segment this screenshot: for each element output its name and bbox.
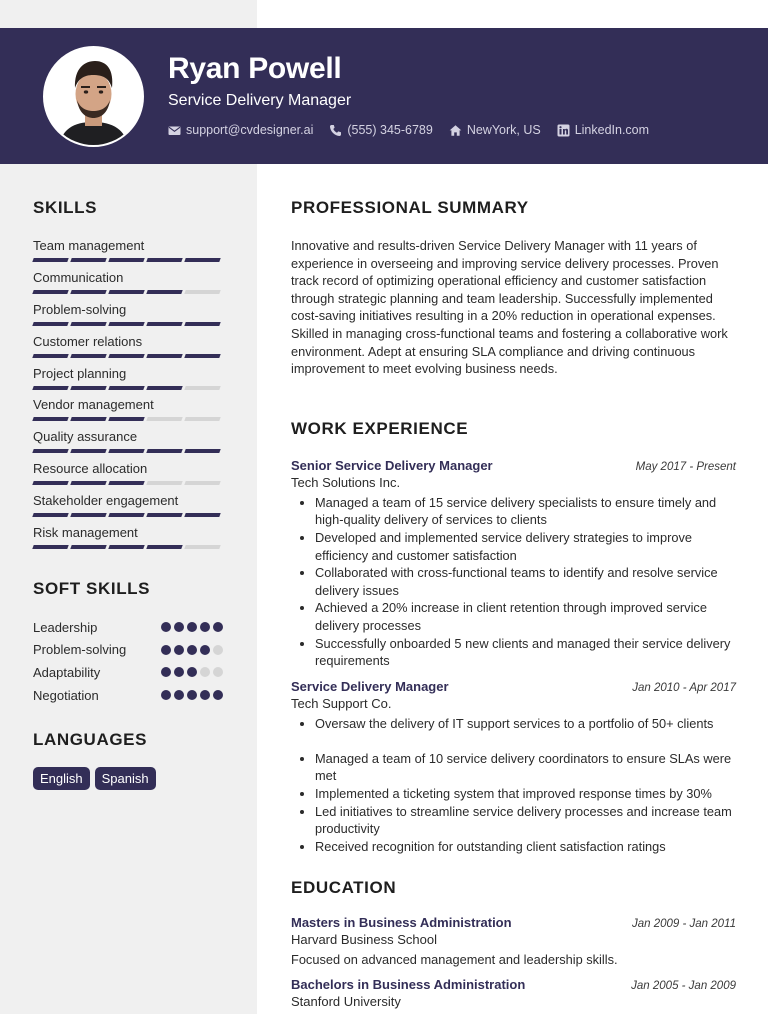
skill-level-segment xyxy=(70,417,106,421)
rating-dot xyxy=(213,667,223,677)
job-bullet: • Managed a team of 10 service delivery coordinators to ensure SLAs were met xyxy=(315,750,736,785)
job-date: May 2017 - Present xyxy=(635,460,736,473)
soft-skill-name: Leadership xyxy=(33,619,98,635)
skill-level-segment xyxy=(70,449,106,453)
skill-level-segment xyxy=(108,481,144,485)
skill-level-segment xyxy=(32,354,68,358)
skill-item xyxy=(33,366,223,398)
education-entry xyxy=(291,977,736,1009)
summary-text: Innovative and results-driven Service Delivery Manager with 11 years of experience in overseeing and improving service delivery processes. Proven track record of optimizing operational efficiency and customer satisfaction through strategic planning and team leadership. Successfully implemented cost-saving initiatives resulting in a 20% reduction in operational expenses. Skilled in managing cross-functional teams and fostering a collaborative work environment. Adept at ensuring SLA compliance and driving continuous improvement to meet evolving business needs. xyxy=(291,238,728,377)
soft-skill-rating xyxy=(158,667,223,677)
soft-skill-rating xyxy=(158,622,223,632)
rating-dot xyxy=(161,690,171,700)
contact-phone[interactable] xyxy=(329,123,432,137)
skill-level-segment xyxy=(108,258,144,262)
contact-list xyxy=(168,123,665,137)
skill-level-segment xyxy=(108,545,144,549)
education-title: EDUCATION xyxy=(291,878,397,898)
soft-skill-rating xyxy=(158,690,223,700)
job-bullet: • Developed and implemented service delivery strategies to improve efficiency and customer satisfaction xyxy=(315,529,736,564)
skill-level-segment xyxy=(184,258,220,262)
skill-level-segment xyxy=(108,417,144,421)
skill-level-segment xyxy=(32,481,68,485)
skill-item xyxy=(33,238,223,270)
skills-list xyxy=(33,238,223,557)
skill-level-segment xyxy=(184,386,220,390)
skill-level-segment xyxy=(184,290,220,294)
linkedin-icon xyxy=(557,124,570,137)
skill-level-segment xyxy=(184,322,220,326)
soft-skills-list xyxy=(33,616,223,706)
skill-level-segment xyxy=(184,417,220,421)
envelope-icon xyxy=(168,124,181,137)
skill-item xyxy=(33,429,223,461)
skill-level-segment xyxy=(70,386,106,390)
skill-level-bar xyxy=(33,449,223,453)
skill-level-segment xyxy=(146,513,182,517)
skill-level-segment xyxy=(70,258,106,262)
skill-level-segment xyxy=(146,417,182,421)
rating-dot xyxy=(213,690,223,700)
resume-header xyxy=(0,28,768,164)
job-bullet: • Collaborated with cross-functional teams to identify and resolve service delivery issues xyxy=(315,564,736,599)
bullet-spacer xyxy=(315,732,736,750)
skill-name: Resource allocation xyxy=(33,461,148,477)
job-bullet: • Successfully onboarded 5 new clients and managed their service delivery requirements xyxy=(315,635,736,670)
degree-title: Masters in Business Administration xyxy=(291,915,512,931)
job-company: Tech Solutions Inc. xyxy=(291,474,401,490)
school-name: Harvard Business School xyxy=(291,932,437,948)
skill-level-segment xyxy=(108,322,144,326)
soft-skill-name: Problem-solving xyxy=(33,642,127,658)
skill-level-segment xyxy=(146,322,182,326)
home-icon xyxy=(449,124,462,137)
rating-dot xyxy=(161,622,171,632)
education-description: Focused on advanced management and leadership skills. xyxy=(291,952,618,968)
rating-dot xyxy=(187,690,197,700)
skill-item xyxy=(33,334,223,366)
skill-level-segment xyxy=(70,513,106,517)
skill-level-segment xyxy=(32,258,68,262)
language-badge: Spanish xyxy=(95,767,156,790)
experience-title: WORK EXPERIENCE xyxy=(291,418,469,438)
rating-dot xyxy=(200,622,210,632)
skill-name: Vendor management xyxy=(33,397,154,413)
skill-level-segment xyxy=(146,481,182,485)
skill-level-segment xyxy=(32,513,68,517)
skill-level-bar xyxy=(33,481,223,485)
skill-level-segment xyxy=(32,322,68,326)
rating-dot xyxy=(200,690,210,700)
candidate-role: Service Delivery Manager xyxy=(168,92,352,109)
job-date: Jan 2010 - Apr 2017 xyxy=(632,681,736,694)
degree-title: Bachelors in Business Administration xyxy=(291,977,526,993)
skills-title: SKILLS xyxy=(33,198,98,217)
skill-level-segment xyxy=(32,386,68,390)
soft-skill-name: Negotiation xyxy=(33,687,99,703)
contact-linkedin[interactable] xyxy=(557,123,649,137)
skill-item xyxy=(33,397,223,429)
contact-email[interactable] xyxy=(168,123,313,137)
skill-level-segment xyxy=(108,354,144,358)
skill-name: Problem-solving xyxy=(33,301,127,317)
rating-dot xyxy=(174,667,184,677)
contact-linkedin-text: LinkedIn.com xyxy=(574,123,650,137)
skill-level-segment xyxy=(32,449,68,453)
soft-skill-rating xyxy=(158,645,223,655)
rating-dot xyxy=(187,645,197,655)
skill-level-segment xyxy=(70,290,106,294)
education-date: Jan 2009 - Jan 2011 xyxy=(631,918,736,931)
skill-level-segment xyxy=(108,290,144,294)
job-bullet: • Oversaw the delivery of IT support services to a portfolio of 50+ clients xyxy=(315,715,736,733)
languages-list xyxy=(33,767,161,790)
soft-skill-item xyxy=(33,616,223,639)
avatar xyxy=(43,46,144,147)
skill-name: Stakeholder engagement xyxy=(33,493,179,509)
skill-level-segment xyxy=(32,417,68,421)
rating-dot xyxy=(161,667,171,677)
skill-level-bar xyxy=(33,545,223,549)
skill-level-segment xyxy=(146,354,182,358)
contact-location xyxy=(449,123,541,137)
skill-level-segment xyxy=(32,290,68,294)
language-badge: English xyxy=(33,767,90,790)
skill-level-bar xyxy=(33,322,223,326)
rating-dot xyxy=(161,645,171,655)
skill-level-segment xyxy=(184,513,220,517)
skill-level-segment xyxy=(184,354,220,358)
skill-level-segment xyxy=(108,449,144,453)
skill-name: Quality assurance xyxy=(33,429,138,445)
skill-name: Project planning xyxy=(33,365,127,381)
job-bullets xyxy=(291,715,736,856)
job-bullet: • Managed a team of 15 service delivery specialists to ensure timely and high-quality delivery of services to clients xyxy=(315,494,736,529)
skill-level-bar xyxy=(33,386,223,390)
skill-level-bar xyxy=(33,513,223,517)
skill-item xyxy=(33,461,223,493)
skill-level-segment xyxy=(32,545,68,549)
skill-level-segment xyxy=(184,449,220,453)
job-company: Tech Support Co. xyxy=(291,695,392,711)
languages-title: LANGUAGES xyxy=(33,730,148,749)
contact-location-text: NewYork, US xyxy=(466,123,541,137)
skill-level-segment xyxy=(70,481,106,485)
skill-level-bar xyxy=(33,417,223,421)
job-bullet: • Led initiatives to streamline service delivery processes and increase team productivity xyxy=(315,803,736,838)
rating-dot xyxy=(187,622,197,632)
skill-level-segment xyxy=(70,545,106,549)
rating-dot xyxy=(200,667,210,677)
skill-level-segment xyxy=(146,290,182,294)
skill-item xyxy=(33,493,223,525)
skill-name: Customer relations xyxy=(33,333,143,349)
job-bullet: • Achieved a 20% increase in client retention through improved service delivery processes xyxy=(315,599,736,634)
skill-level-segment xyxy=(146,386,182,390)
main-content xyxy=(291,198,736,1009)
rating-dot xyxy=(174,690,184,700)
rating-dot xyxy=(213,645,223,655)
skill-name: Risk management xyxy=(33,525,138,541)
skill-level-segment xyxy=(108,513,144,517)
school-name: Stanford University xyxy=(291,994,401,1010)
skill-level-segment xyxy=(184,545,220,549)
skill-level-bar xyxy=(33,290,223,294)
education-date: Jan 2005 - Jan 2009 xyxy=(631,980,736,993)
soft-skill-item xyxy=(33,639,223,662)
rating-dot xyxy=(174,645,184,655)
rating-dot xyxy=(213,622,223,632)
skill-item xyxy=(33,270,223,302)
soft-skills-title: SOFT SKILLS xyxy=(33,579,151,598)
job-entry xyxy=(291,679,736,856)
contact-email-text: support@cvdesigner.ai xyxy=(186,123,314,137)
job-title: Senior Service Delivery Manager xyxy=(291,457,493,473)
skill-level-segment xyxy=(70,354,106,358)
contact-phone-text: (555) 345-6789 xyxy=(347,123,433,137)
summary-title: PROFESSIONAL SUMMARY xyxy=(291,198,529,217)
soft-skill-name: Adaptability xyxy=(33,664,101,680)
skill-level-segment xyxy=(70,322,106,326)
phone-icon xyxy=(329,124,342,137)
skill-level-segment xyxy=(146,545,182,549)
skill-level-segment xyxy=(184,481,220,485)
skill-level-segment xyxy=(146,258,182,262)
skill-level-segment xyxy=(108,386,144,390)
skill-name: Communication xyxy=(33,269,124,285)
job-title: Service Delivery Manager xyxy=(291,678,449,694)
rating-dot xyxy=(174,622,184,632)
soft-skill-item xyxy=(33,661,223,684)
job-entry xyxy=(291,458,736,670)
rating-dot xyxy=(200,645,210,655)
job-bullet: • Implemented a ticketing system that improved response times by 30% xyxy=(315,785,736,803)
soft-skill-item xyxy=(33,684,223,707)
candidate-name: Ryan Powell xyxy=(168,52,342,85)
job-bullet: • Received recognition for outstanding client satisfaction ratings xyxy=(315,838,736,856)
education-entry xyxy=(291,915,736,967)
skills-section xyxy=(33,198,223,557)
job-bullets xyxy=(291,494,736,670)
skill-name: Team management xyxy=(33,238,145,253)
skill-level-segment xyxy=(146,449,182,453)
skill-item xyxy=(33,525,223,557)
skill-item xyxy=(33,302,223,334)
skill-level-bar xyxy=(33,258,223,262)
skill-level-bar xyxy=(33,354,223,358)
rating-dot xyxy=(187,667,197,677)
